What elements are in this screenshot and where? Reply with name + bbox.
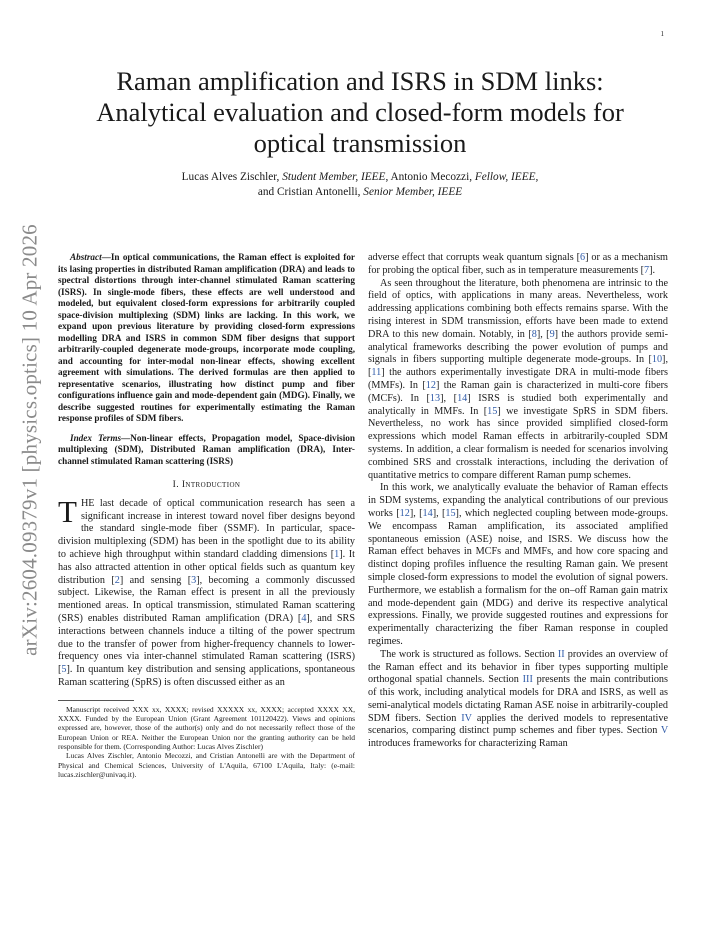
citation-link[interactable]: 14 — [422, 507, 433, 519]
author-role: Student Member, IEEE — [282, 171, 386, 183]
dropcap-letter: T — [58, 493, 77, 529]
index-terms-text: —Non-linear effects, Propagation model, Space-division multiplexing (SDM), Distributed Raman amplification (DRA), Inter-channel stimulated Raman scattering (ISRS) — [58, 432, 356, 466]
citation-link[interactable]: 11 — [371, 367, 382, 379]
text-run: ] ISRS is studied both experimentally and analytically in MMFs. In [ — [368, 392, 668, 417]
text-run: HE last decade of optical communication research has seen a significant increase in interest toward novel fiber designs beyond the standard single-mode fiber (SSMF). In particular, space-division multiplexing (SDM) has been in the spotlight due to its ability to achieve high throughput within standard cladding dimensions [ — [58, 497, 355, 560]
section-link[interactable]: II — [557, 648, 565, 660]
text-run: ] we investigate SpRS in SDM fibers. Nevertheless, no work has since provided simplified closed-form expressions which model Raman effects in arbitrarily-coupled SDM systems. In addition, a clear formalism is needed for scenarios involving combined SRS and crosstalk interactions, including the derivation of quantitative metrics to compare different Raman pump schemes. — [368, 405, 669, 481]
author-list — [60, 170, 660, 200]
text-run: adverse effect that corrupts weak quantum signals [ — [368, 252, 580, 263]
text-run: As seen throughout the literature, both phenomena are intrinsic to the field of optics, with applications in many areas. Nevertheless, work addressing applications combining both effects remains sparse. With the rising interest in SDM transmission, efforts have been made to extend DRA to this new domain. Notably, in [ — [368, 277, 668, 340]
text-run: ]. — [649, 264, 656, 276]
citation-link[interactable]: 15 — [487, 405, 498, 417]
paper-title: Raman amplification and ISRS in SDM links: Analytical evaluation and closed-form models for optical transmission — [96, 66, 624, 158]
body-paragraph — [368, 482, 668, 648]
text-run: introduces frameworks for characterizing Raman — [368, 738, 568, 750]
citation-link[interactable]: 14 — [457, 392, 468, 404]
section-link[interactable]: V — [660, 725, 668, 737]
author-name: and Cristian Antonelli, — [257, 186, 364, 198]
text-run: The work is structured as follows. Section — [380, 648, 558, 660]
citation-link[interactable]: 2 — [114, 574, 120, 586]
text-run: ] the Raman gain is characterized in multi-core fibers (MCFs). In [ — [368, 379, 668, 404]
citation-link[interactable]: 15 — [445, 507, 456, 519]
author-role: Fellow, IEEE, — [474, 171, 539, 183]
text-run: ], becoming a commonly discussed subject. Likewise, the Raman effect is present in all the previously mentioned areas. In optical transmission, stimulated Raman scattering (SRS) enables distributed Raman amplification (DRA) [ — [58, 574, 356, 624]
footnote-divider — [58, 700, 134, 701]
citation-link[interactable]: 4 — [301, 612, 307, 624]
text-run: ], and SRS interactions between channels induce a tilting of the power spectrum due to the transfer of power from higher-frequency channels to lower-frequency ones via inter-channel stimulated Raman scattering (ISRS) [ — [58, 612, 355, 676]
citation-link[interactable]: 6 — [579, 252, 586, 263]
text-run: ]. It has also attracted attention in other optical fields such as quantum key distribution [ — [58, 548, 356, 586]
text-run: In this work, we analytically evaluate the behavior of Raman effects in SDM systems, expanding the analytical contributions of our previous works [ — [368, 482, 668, 519]
text-run: applies the derived models to representative scenarios, comparing distinct pump schemes and fiber types. Section — [368, 712, 668, 737]
text-run: ], [ — [440, 392, 458, 404]
citation-link[interactable]: 10 — [651, 354, 663, 366]
citation-link[interactable]: 8 — [531, 328, 537, 340]
text-run: ] the authors provide semi-analytical frameworks describing the power evolution of pumps and signals in fibers supporting multiple degenerate mode-groups. In [ — [368, 328, 668, 366]
text-run: presents the main contributions of this work, including analytical models for DRA and ISRS, as well as semi-analytical models dictating Raman ASE noise in arbitrarily-coupled SDM fibers. Section — [368, 674, 668, 724]
body-paragraph — [368, 649, 668, 751]
intro-paragraph — [58, 493, 356, 690]
author-role: Senior Member, IEEE — [363, 186, 463, 198]
author-name: , Antonio Mecozzi, — [385, 171, 475, 183]
section-heading-introduction: I. Introduction — [172, 479, 241, 490]
text-run: ], [ — [368, 354, 668, 379]
text-run: ] the authors experimentally investigate DRA in multi-mode fibers (MMFs). In [ — [368, 367, 668, 391]
citation-link[interactable]: 9 — [549, 328, 555, 340]
citation-link[interactable]: 1 — [334, 548, 340, 560]
section-link[interactable]: IV — [461, 712, 472, 724]
citation-link[interactable]: 12 — [425, 379, 436, 391]
citation-link[interactable]: 7 — [643, 264, 650, 276]
text-run: ], [ — [409, 507, 423, 519]
footnote-affiliation: Lucas Alves Zischler, Antonio Mecozzi, and Cristian Antonelli are with the Department of Physical and Chemical Sciences, University of L'Aquila, 67100 L'Aquila, Italy: (e-mail: lucas.zischler@univaq.it). — [58, 751, 355, 779]
text-run: ]. In quantum key distribution and sensing applications, spontaneous Raman scattering (SpRS) is often discussed either as an — [58, 664, 355, 688]
index-terms-label: Index Terms — [70, 432, 122, 443]
text-run: ] or as a mechanism for probing the optical fiber, such as in temperature measurements [ — [368, 252, 668, 276]
page-number: 1 — [660, 30, 664, 38]
text-run: ], which neglected coupling between mode-groups. We encompass Raman amplification, its associated amplified spontaneous emission (ASE) noise, and ISRS. We discuss how the Raman effect behaves in MCFs and MMFs, and how core spacing and distinct doping profiles influence the resulting Raman gain. We present simple closed-form expressions to model the evolution of signal powers. Furthermore, we establish a formalism for the on–off Raman gain matrix and mode-dependent gain (MDG) and derive its respective analytical expressions. Finally, we provide suggested routines and expressions for experimentally characterizing the fiber Raman response in coupled regimes. — [368, 507, 668, 647]
footnote — [58, 705, 355, 779]
abstract-label: Abstract — [70, 252, 102, 262]
footnote-manuscript: Manuscript received XXX xx, XXXX; revised XXXXX xx, XXXX; accepted XXXX XX, XXXX. Funded by the European Union (Grant Agreement 101120422). Views and opinions expressed are, however, those of the author(s) only and do not necessarily reflect those of the European Union or REA. Neither the European Union nor the granting authority can be held responsible for them. (Corresponding Author: Lucas Alves Zischler) — [58, 704, 355, 751]
citation-link[interactable]: 13 — [429, 392, 441, 404]
abstract — [58, 252, 355, 425]
author-name: Lucas Alves Zischler, — [181, 171, 283, 183]
text-run: ], [ — [536, 328, 550, 340]
text-run: provides an overview of the Raman effect and its behavior in fiber types supporting multiple orthogonal spatial channels. Section — [368, 648, 668, 686]
section-link[interactable]: III — [522, 674, 533, 686]
abstract-text: —In optical communications, the Raman effect is exploited for its lasing properties in distributed Raman amplification (DRA) and leads to spectral distortions through inter-channel stimulated Raman scattering (ISRS). In single-mode fibers, these effects are well understood and modeled, but equivalent closed-form expressions for arbitrarily coupled space-division multiplexing (SDM) links are lacking. In this work, we expand upon previous literature by providing closed-form expressions modelling DRA and ISRS in common SDM fiber designs that support arbitrarily-coupled degenerate mode-groups, incorporate mode coupling, and accounting for inter-modal non-linear effects, showing excellent agreement with simulations. The derived formulas are then applied to representative scenarios, illustrating how distinct pump and fiber configurations influence gain and mode-dependent gain (MDG). Finally, we describe suggested routines for experimentally estimating the Raman response profiles of SDM fibers. — [58, 252, 355, 423]
body-paragraph — [368, 252, 668, 278]
arxiv-stamp-text: arXiv:2604.09379v1 [physics.optics] 10 Apr 2026 — [17, 224, 42, 656]
citation-link[interactable]: 5 — [61, 664, 67, 676]
text-run: ] and sensing [ — [119, 574, 192, 586]
citation-link[interactable]: 12 — [399, 507, 410, 519]
arxiv-identifier-stamp — [12, 220, 48, 660]
text-run: ], [ — [432, 507, 446, 519]
left-column — [58, 252, 355, 779]
body-paragraph — [368, 278, 668, 483]
index-terms — [58, 433, 355, 468]
right-column — [368, 252, 668, 751]
citation-link[interactable]: 3 — [191, 574, 197, 586]
